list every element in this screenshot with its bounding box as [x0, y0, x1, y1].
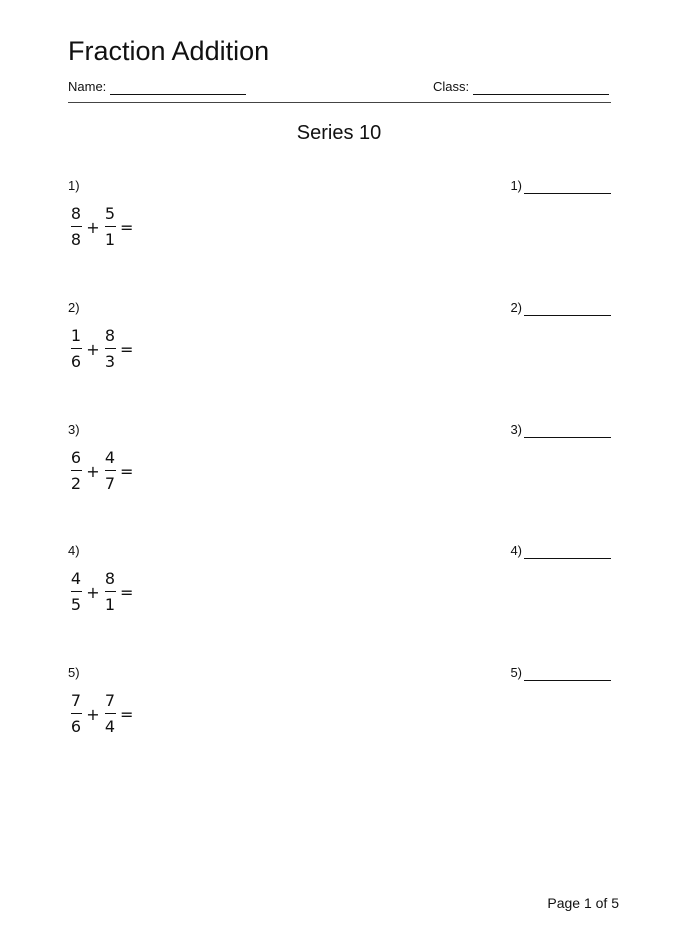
- equals-sign: =: [120, 582, 134, 602]
- fraction-right: [102, 570, 118, 614]
- fraction-bar: [71, 470, 82, 471]
- denominator: 6: [70, 717, 82, 736]
- plus-operator: +: [86, 704, 100, 724]
- answer-blank[interactable]: [524, 666, 611, 681]
- problem-item: [68, 178, 611, 278]
- denominator: 1: [104, 230, 116, 249]
- equals-sign: =: [120, 704, 134, 724]
- plus-operator: +: [86, 582, 100, 602]
- answer-blank[interactable]: [524, 301, 611, 316]
- answer-label: 3): [510, 422, 522, 437]
- denominator: 3: [104, 352, 116, 371]
- plus-operator: +: [86, 217, 100, 237]
- answer-blank[interactable]: [524, 544, 611, 559]
- denominator: 7: [104, 474, 116, 493]
- equals-sign: =: [120, 461, 134, 481]
- fraction-expression: [68, 692, 133, 736]
- fraction-bar: [105, 470, 116, 471]
- fraction-expression: [68, 205, 133, 249]
- problem-number: 5): [68, 665, 80, 680]
- answer-field: [510, 422, 611, 438]
- fraction-left: [68, 327, 84, 371]
- fraction-bar: [71, 348, 82, 349]
- numerator: 4: [104, 448, 116, 467]
- numerator: 8: [104, 326, 116, 345]
- numerator: 6: [70, 448, 82, 467]
- fraction-bar: [71, 226, 82, 227]
- equals-sign: =: [120, 217, 134, 237]
- denominator: 2: [70, 474, 82, 493]
- fraction-right: [102, 449, 118, 493]
- denominator: 6: [70, 352, 82, 371]
- fraction-right: [102, 327, 118, 371]
- fraction-bar: [71, 591, 82, 592]
- class-label: Class:: [433, 79, 470, 94]
- denominator: 8: [70, 230, 82, 249]
- class-blank[interactable]: [473, 80, 609, 95]
- plus-operator: +: [86, 339, 100, 359]
- denominator: 5: [70, 595, 82, 614]
- fraction-right: [102, 205, 118, 249]
- fraction-expression: [68, 570, 133, 614]
- name-blank[interactable]: [110, 80, 246, 95]
- fraction-bar: [71, 713, 82, 714]
- fraction-expression: [68, 449, 133, 493]
- answer-field: [510, 665, 611, 681]
- numerator: 8: [104, 569, 116, 588]
- class-field-row: [433, 79, 609, 95]
- name-field-row: [68, 79, 246, 95]
- problem-number: 1): [68, 178, 80, 193]
- answer-field: [510, 178, 611, 194]
- answer-field: [510, 300, 611, 316]
- answer-field: [510, 543, 611, 559]
- page-title: Fraction Addition: [68, 36, 270, 66]
- fraction-left: [68, 570, 84, 614]
- numerator: 4: [70, 569, 82, 588]
- fraction-bar: [105, 226, 116, 227]
- problem-item: [68, 300, 611, 400]
- problem-number: 2): [68, 300, 80, 315]
- fraction-bar: [105, 713, 116, 714]
- fraction-expression: [68, 327, 133, 371]
- fraction-left: [68, 205, 84, 249]
- fraction-left: [68, 449, 84, 493]
- answer-blank[interactable]: [524, 423, 611, 438]
- fraction-bar: [105, 591, 116, 592]
- fraction-left: [68, 692, 84, 736]
- problem-number: 3): [68, 422, 80, 437]
- answer-label: 1): [510, 178, 522, 193]
- numerator: 5: [104, 204, 116, 223]
- answer-label: 2): [510, 300, 522, 315]
- numerator: 7: [104, 691, 116, 710]
- denominator: 4: [104, 717, 116, 736]
- numerator: 8: [70, 204, 82, 223]
- problem-item: [68, 543, 611, 643]
- answer-blank[interactable]: [524, 179, 611, 194]
- problem-item: [68, 665, 611, 765]
- problem-item: [68, 422, 611, 522]
- answer-label: 4): [510, 543, 522, 558]
- numerator: 7: [70, 691, 82, 710]
- problem-number: 4): [68, 543, 80, 558]
- fraction-bar: [105, 348, 116, 349]
- equals-sign: =: [120, 339, 134, 359]
- answer-label: 5): [510, 665, 522, 680]
- name-label: Name:: [68, 79, 107, 94]
- series-heading: Series 10: [296, 122, 382, 144]
- denominator: 1: [104, 595, 116, 614]
- fraction-right: [102, 692, 118, 736]
- numerator: 1: [70, 326, 82, 345]
- page-number: Page 1 of 5: [547, 895, 619, 911]
- header-divider: [68, 102, 611, 103]
- plus-operator: +: [86, 461, 100, 481]
